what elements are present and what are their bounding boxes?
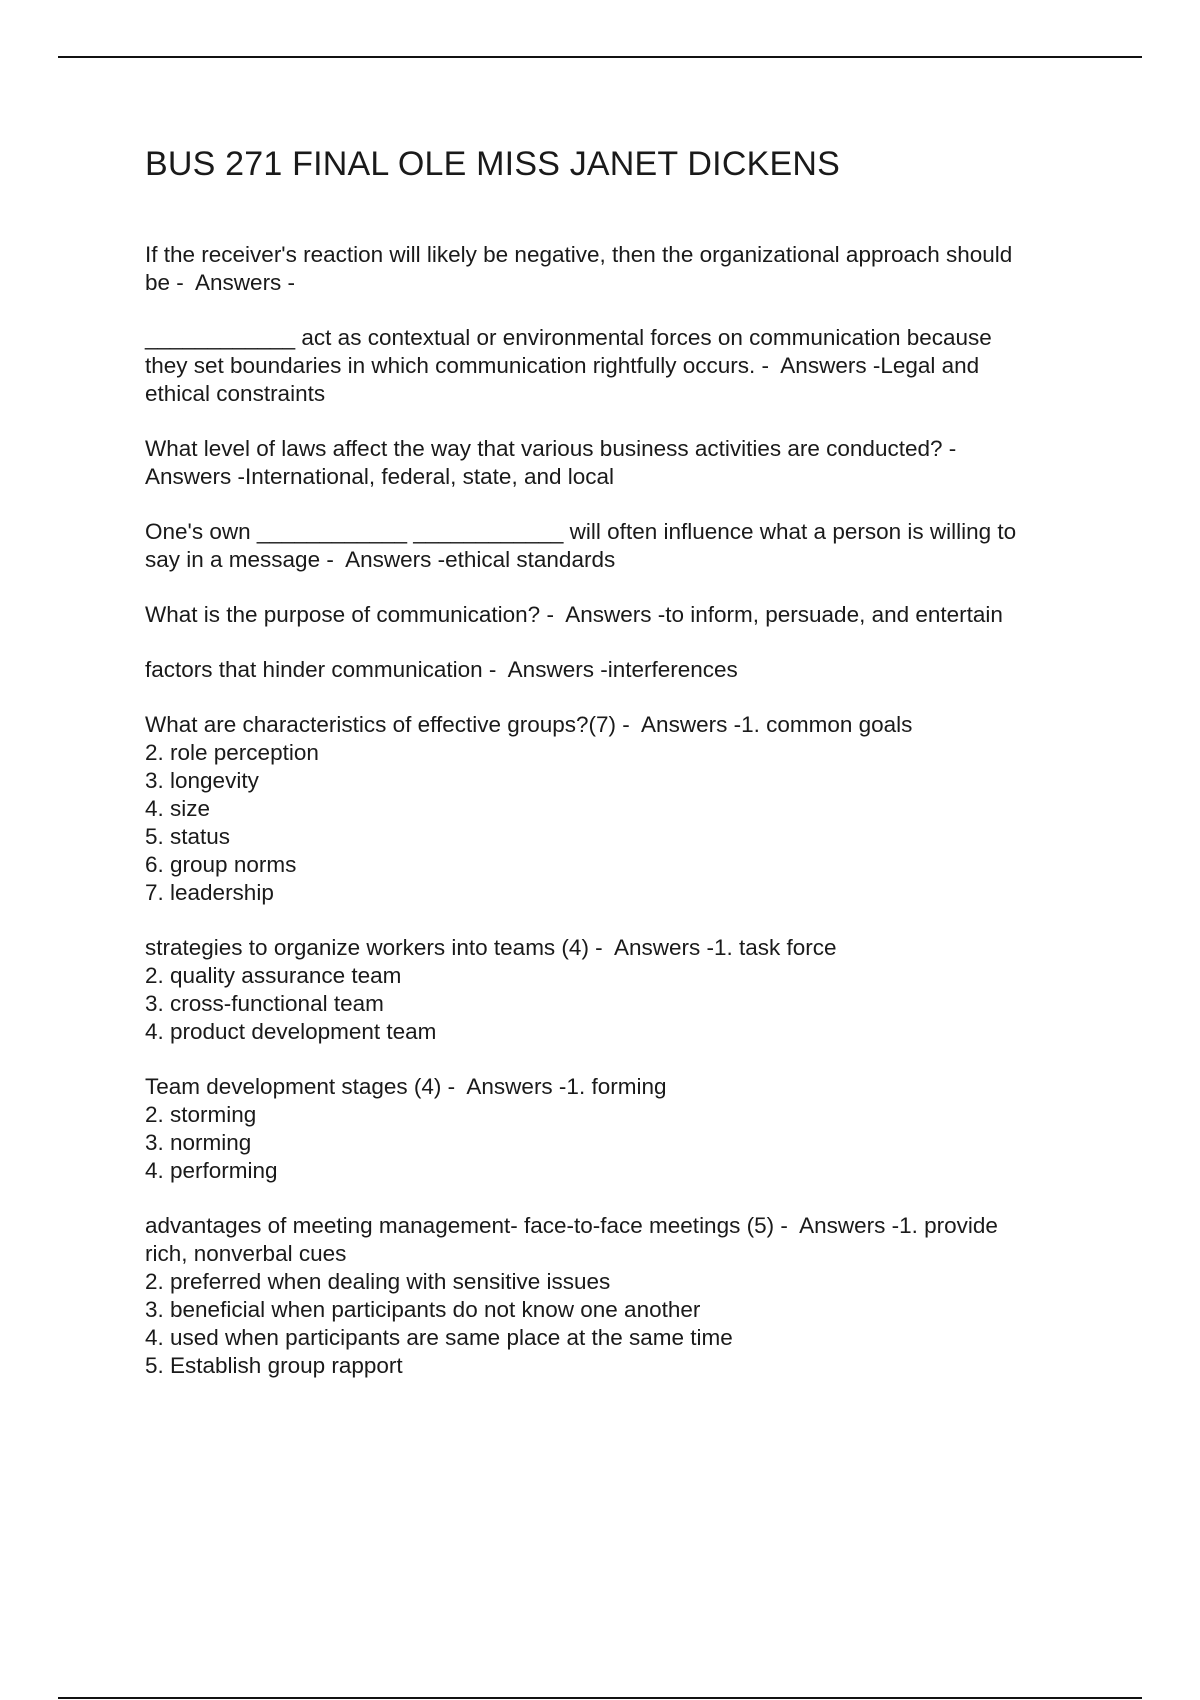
qa-item <box>145 711 1090 907</box>
qa-line: Team development stages (4) - Answers -1. forming <box>145 1074 667 1099</box>
qa-line: 3. longevity <box>145 768 259 793</box>
qa-line: One's own ____________ ____________ will often influence what a person is willing to <box>145 519 1017 544</box>
qa-line: Answers -International, federal, state, and local <box>145 464 615 489</box>
qa-line: 5. Establish group rapport <box>145 1353 403 1378</box>
qa-line: 7. leadership <box>145 880 274 905</box>
qa-list <box>145 241 1090 1380</box>
qa-line: 2. role perception <box>145 740 319 765</box>
qa-line: 2. storming <box>145 1102 257 1127</box>
top-divider <box>58 56 1142 58</box>
qa-line: rich, nonverbal cues <box>145 1241 347 1266</box>
qa-item <box>145 241 1090 297</box>
qa-line: ethical constraints <box>145 381 326 406</box>
qa-item <box>145 601 1090 629</box>
qa-item <box>145 1212 1090 1380</box>
qa-line: 4. used when participants are same place at the same time <box>145 1325 733 1350</box>
qa-item <box>145 934 1090 1046</box>
document-body <box>145 141 1090 1407</box>
qa-item <box>145 656 1090 684</box>
qa-line: What is the purpose of communication? - Answers -to inform, persuade, and entertain <box>145 602 1003 627</box>
qa-line: 4. performing <box>145 1158 278 1183</box>
qa-line: they set boundaries in which communication rightfully occurs. - Answers -Legal and <box>145 353 980 378</box>
qa-line: If the receiver's reaction will likely be negative, then the organizational approach should <box>145 242 1013 267</box>
qa-line: ____________ act as contextual or environmental forces on communication because <box>145 325 992 350</box>
qa-line: What are characteristics of effective groups?(7) - Answers -1. common goals <box>145 712 913 737</box>
qa-line: 4. size <box>145 796 211 821</box>
qa-line: 3. norming <box>145 1130 252 1155</box>
qa-line: 3. beneficial when participants do not know one another <box>145 1297 701 1322</box>
qa-line: 4. product development team <box>145 1019 437 1044</box>
bottom-divider <box>58 1697 1142 1699</box>
qa-item <box>145 1073 1090 1185</box>
qa-line: 6. group norms <box>145 852 297 877</box>
qa-line: What level of laws affect the way that various business activities are conducted? - <box>145 436 957 461</box>
qa-line: factors that hinder communication - Answers -interferences <box>145 657 738 682</box>
document-title: BUS 271 FINAL OLE MISS JANET DICKENS <box>145 145 840 183</box>
qa-line: strategies to organize workers into teams (4) - Answers -1. task force <box>145 935 837 960</box>
qa-item <box>145 324 1090 408</box>
qa-line: 2. preferred when dealing with sensitive issues <box>145 1269 611 1294</box>
qa-line: 2. quality assurance team <box>145 963 402 988</box>
qa-line: 3. cross-functional team <box>145 991 384 1016</box>
qa-line: say in a message - Answers -ethical standards <box>145 547 616 572</box>
qa-line: be - Answers - <box>145 270 296 295</box>
qa-item <box>145 518 1090 574</box>
qa-line: advantages of meeting management- face-to-face meetings (5) - Answers -1. provide <box>145 1213 998 1238</box>
qa-line: 5. status <box>145 824 231 849</box>
qa-item <box>145 435 1090 491</box>
